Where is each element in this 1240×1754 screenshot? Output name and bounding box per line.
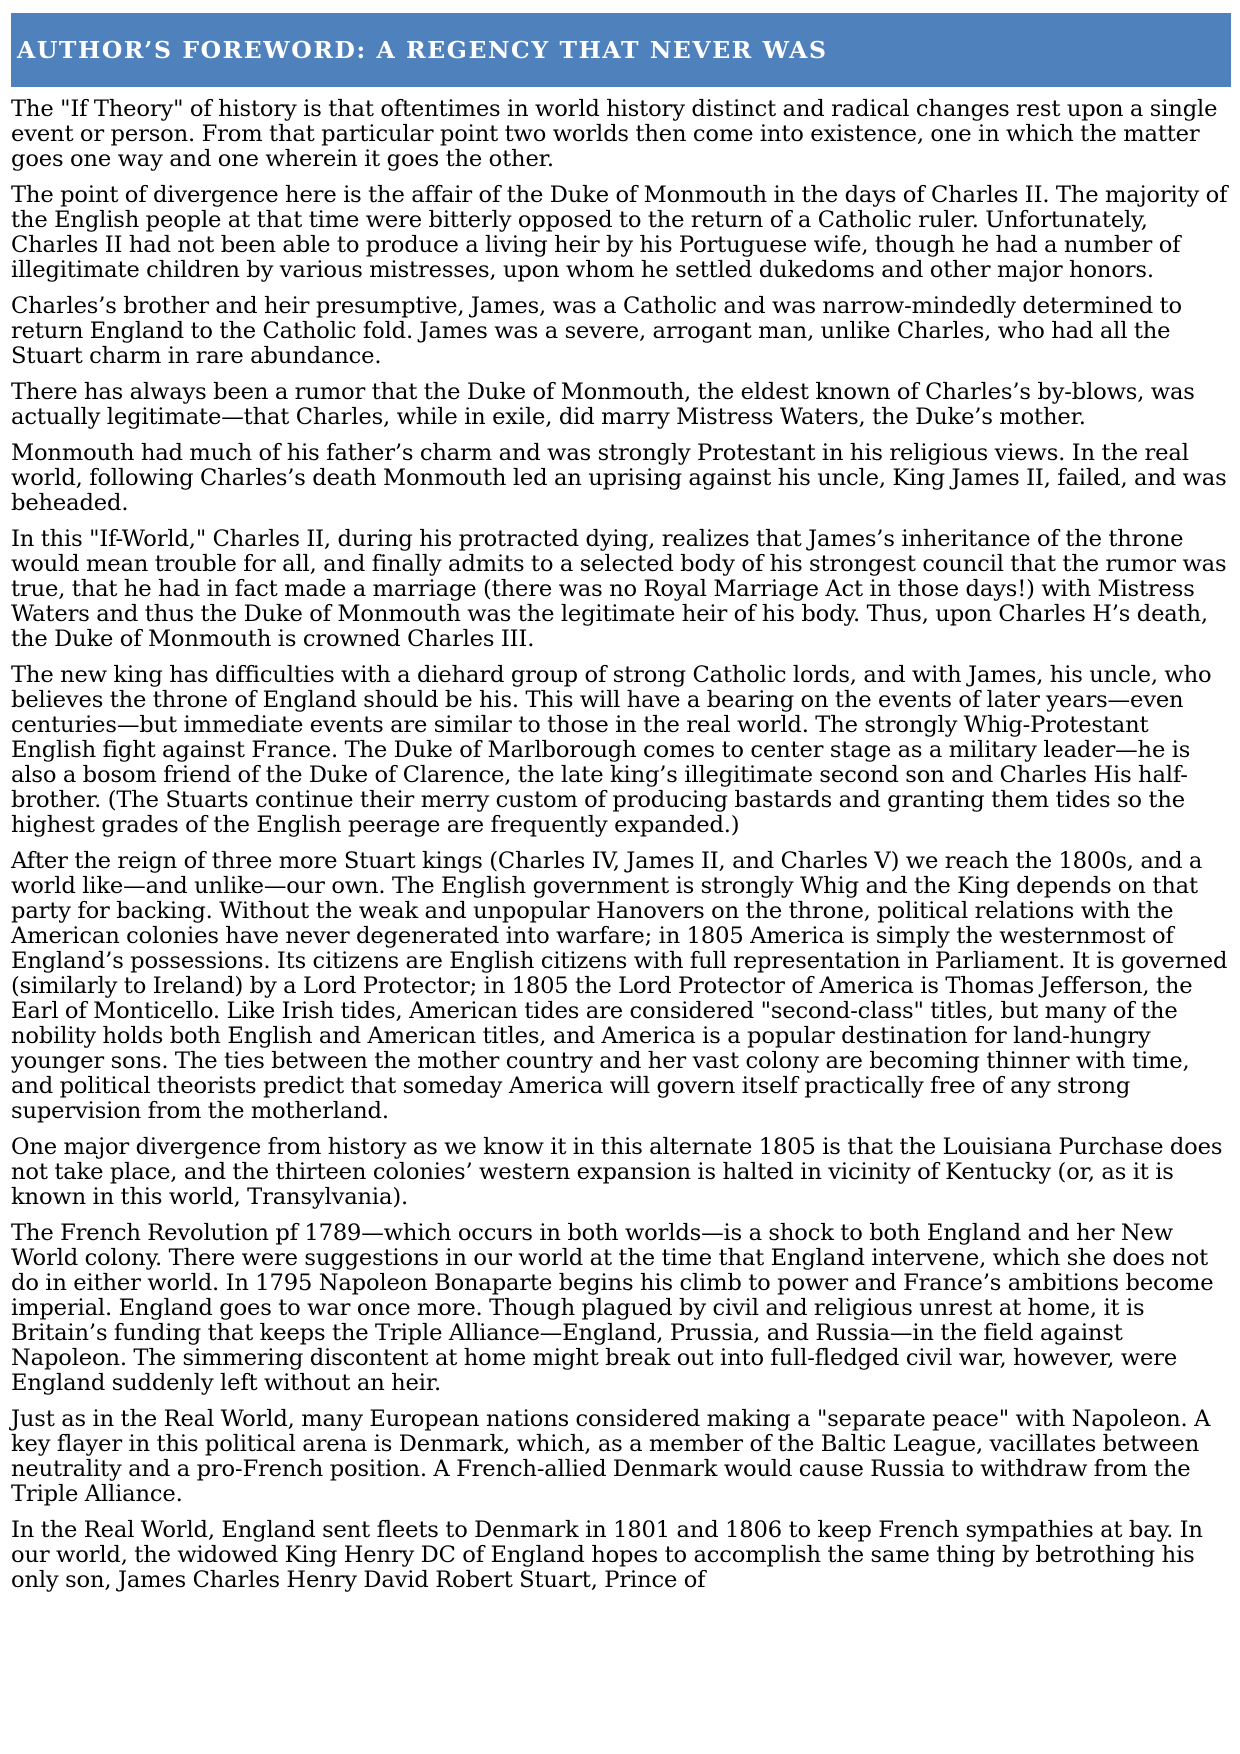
paragraph: One major divergence from history as we know it in this alternate 1805 is that the Louisiana Purchase does not take place, and the thirteen colonies’ western expansion is halted in vicinity of Kentucky (or, as it is known in this world, Transylvania). bbox=[11, 1134, 1223, 1210]
paragraph: There has always been a rumor that the Duke of Monmouth, the eldest known of Charles’s by-blows, was actually legitimate—that Charles, while in exile, did marry Mistress Waters, the Duke’s mother. bbox=[11, 379, 1195, 430]
paragraph: The French Revolution pf 1789—which occurs in both worlds—is a shock to both England and her New World colony. There were suggestions in our world at the time that England intervene, which she does not do in either world. In 1795 Napoleon Bonaparte begins his climb to power and France’s ambitions become imperial. England goes to war once more. Though plagued by civil and religious unrest at home, it is Britain’s funding that keeps the Triple Alliance—England, Prussia, and Russia—in the field against Napoleon. The simmering discontent at home might break out into full-fledged civil war, however, were England suddenly left without an heir. bbox=[11, 1220, 1214, 1396]
paragraph: After the reign of three more Stuart kings (Charles IV, James II, and Charles V) we reach the 1800s, and a world like—and unlike—our own. The English government is strongly Whig and the King depends on that party for backing. Without the weak and unpopular Hanovers on the throne, political relations with the American colonies have never degenerated into warfare; in 1805 America is simply the westernmost of England’s possessions. Its citizens are English citizens with full representation in Parliament. It is governed (similarly to Ireland) by a Lord Protector; in 1805 the Lord Protector of America is Thomas Jefferson, the Earl of Monticello. Like Irish tides, American tides are considered "second-class" titles, but many of the nobility holds both English and American titles, and America is a popular destination for land-hungry younger sons. The ties between the mother country and her vast colony are becoming thinner with time, and political theorists predict that someday America will govern itself practically free of any strong supervision from the motherland. bbox=[11, 848, 1228, 1124]
paragraph: The new king has difficulties with a diehard group of strong Catholic lords, and with James, his uncle, who believes the throne of England should be his. This will have a bearing on the events of later years—even centuries—but immediate events are similar to those in the real world. The strongly Whig-Protestant English fight against France. The Duke of Marlborough comes to center stage as a military leader—he is also a bosom friend of the Duke of Clarence, the late king’s illegitimate second son and Charles His half-brother. (The Stuarts continue their merry custom of producing bastards and granting them tides so the highest grades of the English peerage are frequently expanded.) bbox=[11, 662, 1212, 838]
chapter-header bbox=[11, 13, 1231, 87]
chapter-title: AUTHOR’S FOREWORD: A REGENCY THAT NEVER WAS bbox=[17, 36, 828, 64]
paragraph: The point of divergence here is the affair of the Duke of Monmouth in the days of Charles II. The majority of the English people at that time were bitterly opposed to the return of a Catholic ruler. Unfortunately, Charles II had not been able to produce a living heir by his Portuguese wife, though he had a number of illegitimate children by various mistresses, upon whom he settled dukedoms and other major honors. bbox=[11, 182, 1228, 283]
document-page bbox=[11, 13, 1231, 1604]
paragraph: In this "If-World," Charles II, during his protracted dying, realizes that James’s inheritance of the throne would mean trouble for all, and finally admits to a selected body of his strongest council that the rumor was true, that he had in fact made a marriage (there was no Royal Marriage Act in those days!) with Mistress Waters and thus the Duke of Monmouth was the legitimate heir of his body. Thus, upon Charles H’s death, the Duke of Monmouth is crowned Charles III. bbox=[11, 526, 1227, 652]
paragraph: The "If Theory" of history is that oftentimes in world history distinct and radical changes rest upon a single event or person. From that particular point two worlds then come into existence, one in which the matter goes one way and one wherein it goes the other. bbox=[11, 96, 1218, 172]
body-text bbox=[11, 97, 1231, 1593]
paragraph: Monmouth had much of his father’s charm and was strongly Protestant in his religious views. In the real world, following Charles’s death Monmouth led an uprising against his uncle, King James II, failed, and was beheaded. bbox=[11, 440, 1227, 516]
paragraph: Just as in the Real World, many European nations considered making a "separate peace" with Napoleon. A key flayer in this political arena is Denmark, which, as a member of the Baltic League, vacillates between neutrality and a pro-French position. A French-allied Denmark would cause Russia to withdraw from the Triple Alliance. bbox=[11, 1406, 1211, 1507]
paragraph: Charles’s brother and heir presumptive, James, was a Catholic and was narrow-mindedly determined to return England to the Catholic fold. James was a severe, arrogant man, unlike Charles, who had all the Stuart charm in rare abundance. bbox=[11, 293, 1182, 369]
paragraph: In the Real World, England sent fleets to Denmark in 1801 and 1806 to keep French sympathies at bay. In our world, the widowed King Henry DC of England hopes to accomplish the same thing by betrothing his only son, James Charles Henry David Robert Stuart, Prince of bbox=[11, 1517, 1203, 1593]
